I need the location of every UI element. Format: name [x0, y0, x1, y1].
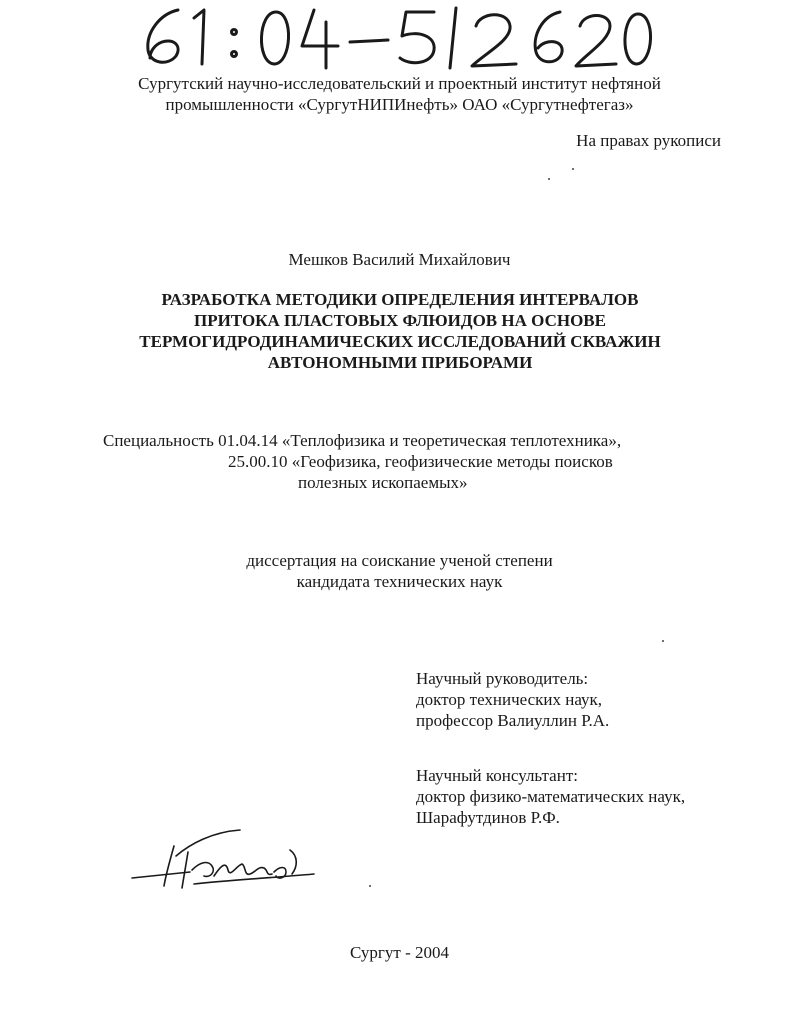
specialty-line-2: 25.00.10 «Геофизика, геофизические методы поисков	[228, 452, 613, 471]
supervisor-block	[416, 668, 609, 731]
institute-line-2: промышленности «СургутНИПИнефть» ОАО «Сургутнефтегаз»	[165, 95, 634, 114]
consultant-degree: доктор физико-математических наук,	[416, 787, 686, 806]
institute-line-1: Сургутский научно-исследовательский и проектный институт нефтяной	[138, 74, 661, 93]
supervisor-degree: доктор технических наук,	[416, 690, 603, 709]
consultant-heading: Научный консультант:	[416, 766, 578, 785]
consultant-block	[416, 765, 685, 828]
dissertation-title	[60, 289, 740, 373]
title-line-2: ПРИТОКА ПЛАСТОВЫХ ФЛЮИДОВ НА ОСНОВЕ	[194, 311, 606, 330]
city-year: Сургут - 2004	[350, 943, 449, 962]
title-line-1: РАЗРАБОТКА МЕТОДИКИ ОПРЕДЕЛЕНИЯ ИНТЕРВАЛОВ	[161, 290, 639, 309]
title-line-4: АВТОНОМНЫМИ ПРИБОРАМИ	[267, 353, 533, 372]
author-signature	[130, 826, 315, 896]
title-line-3: ТЕРМОГИДРОДИНАМИЧЕСКИХ ИССЛЕДОВАНИЙ СКВАЖИН	[139, 332, 661, 351]
scan-speck	[548, 178, 550, 180]
scan-speck	[369, 885, 371, 887]
dissertation-degree-line-2: кандидата технических наук	[296, 572, 503, 591]
handwritten-archive-code	[138, 2, 658, 72]
scan-speck	[572, 168, 574, 170]
rights-note: На правах рукописи	[576, 131, 721, 150]
consultant-name: Шарафутдинов Р.Ф.	[416, 808, 560, 827]
specialty-line-1: Специальность 01.04.14 «Теплофизика и теоретическая теплотехника»,	[103, 431, 622, 450]
scan-speck	[662, 640, 664, 642]
supervisor-heading: Научный руководитель:	[416, 669, 589, 688]
dissertation-degree-line-1: диссертация на соискание ученой степени	[246, 551, 553, 570]
specialty-line-3: полезных ископаемых»	[298, 473, 468, 492]
supervisor-name: профессор Валиуллин Р.А.	[416, 711, 610, 730]
author-name: Мешков Василий Михайлович	[288, 250, 511, 269]
